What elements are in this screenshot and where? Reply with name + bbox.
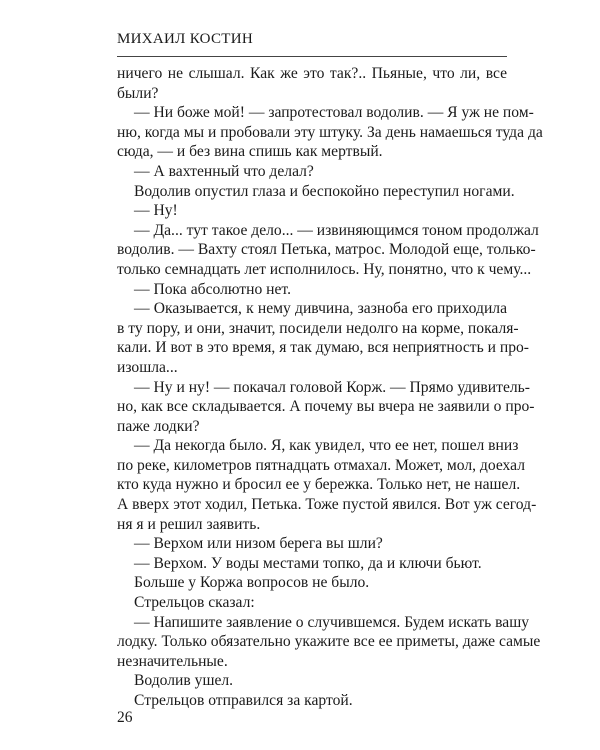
text-line: Стрельцов сказал: — [134, 594, 255, 612]
text-line: в ту пору, и они, значит, посидели недолго на корме, покаля- — [117, 319, 519, 337]
text-line: были? — [117, 84, 159, 102]
text-line: Больше у Коржа вопросов не было. — [134, 574, 370, 592]
text-line: — Да... тут такое дело... — извиняющимся тоном продолжал — [134, 221, 539, 239]
text-line: — Ну и ну! — покачал головой Корж. — Прямо удивитель- — [134, 378, 530, 396]
page-number: 26 — [117, 709, 133, 726]
text-line: незначительные. — [117, 652, 228, 670]
text-line: но, как все складывается. А почему вы вчера не заявили о про- — [117, 398, 535, 416]
text-line: — Оказывается, к нему дивчина, зазноба его приходила — [134, 300, 507, 318]
text-line: паже лодки? — [117, 417, 200, 435]
text-line: лодку. Только обязательно укажите все ее приметы, даже самые — [117, 633, 541, 651]
text-line: изошла... — [117, 358, 178, 376]
text-line: кто куда нужно и бросил ее у бережка. Только нет, не нашел. — [117, 476, 521, 494]
text-line: ня я и решил заявить. — [117, 515, 261, 533]
text-line: ню, когда мы и пробовали эту штуку. За день намаешься туда да — [117, 123, 543, 141]
header-rule — [117, 56, 507, 57]
text-line: Стрельцов отправился за картой. — [134, 692, 353, 709]
text-line: по реке, километров пятнадцать отмахал. Может, мол, доехал — [117, 456, 525, 474]
text-line: — Да некогда было. Я, как увидел, что ее нет, пошел вниз — [134, 437, 519, 455]
text-line: только семнадцать лет исполнилось. Ну, понятно, что к чему... — [117, 260, 532, 278]
text-line: — Ну! — [134, 202, 178, 220]
text-line: кали. И вот в это время, я так думаю, вся неприятность и про- — [117, 339, 530, 357]
text-line: А вверх этот ходил, Петька. Тоже пустой явился. Вот уж сегод- — [117, 496, 537, 514]
text-line: — Верхом или низом берега вы шли? — [134, 535, 383, 553]
running-head: МИХАИЛ КОСТИН — [117, 31, 253, 47]
text-line: Водолив ушел. — [134, 672, 234, 690]
text-line: — Ни боже мой! — запротестовал водолив. — Я уж не пом- — [134, 104, 534, 122]
text-line: Водолив опустил глаза и беспокойно переступил ногами. — [134, 182, 515, 200]
text-line: сюда, — и без вина спишь как мертвый. — [117, 143, 383, 161]
text-line: — Пока абсолютно нет. — [134, 280, 291, 298]
text-line: — Верхом. У воды местами топко, да и ключи бьют. — [134, 554, 482, 572]
text-line: ничего не слышал. Как же это так?.. Пьяные, что ли, все — [117, 65, 507, 82]
text-line: — Напишите заявление о случившемся. Будем искать вашу — [134, 613, 530, 631]
body-text — [117, 64, 543, 711]
text-line: — А вахтенный что делал? — [134, 162, 314, 180]
text-line: водолив. — Вахту стоял Петька, матрос. Молодой еще, только- — [117, 241, 536, 259]
